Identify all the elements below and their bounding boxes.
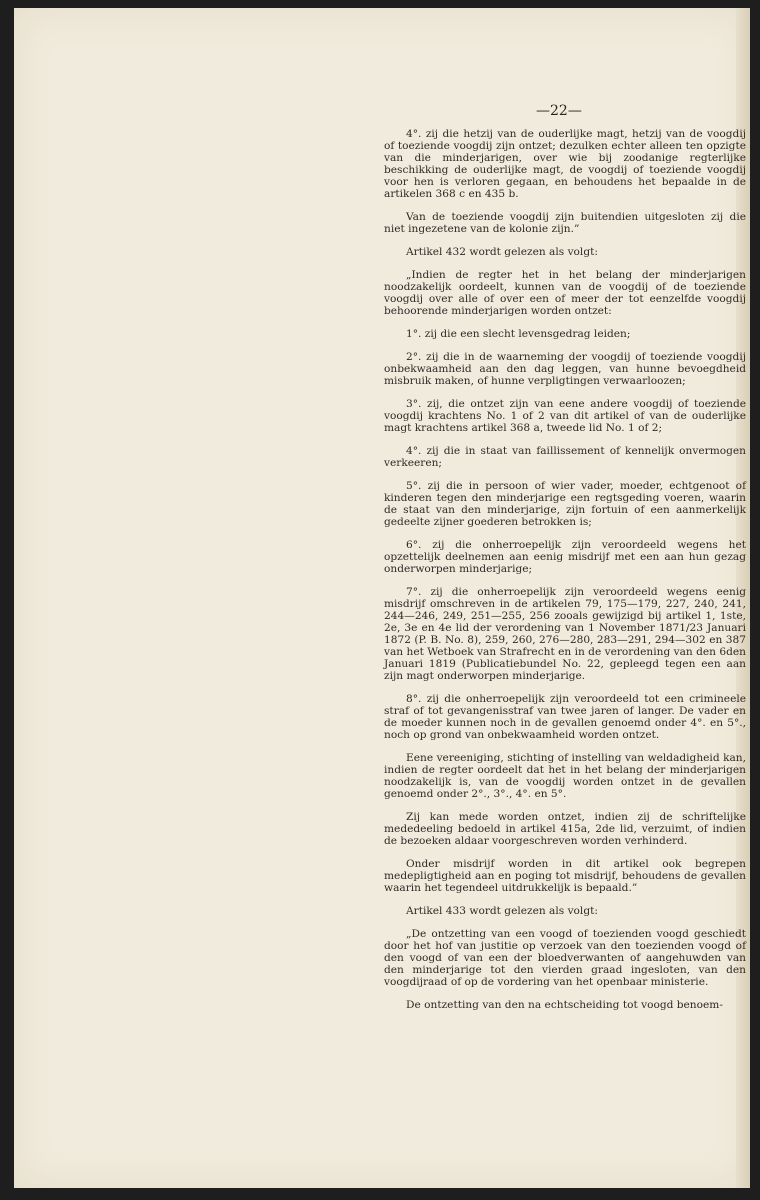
- paragraph-art431-4: 4°. zij die hetzij van de ouderlijke magt, hetzij van de voogdij of toeziende voogdij zijn ontzet; dezulken echter alleen ten opzigte van die minderjarigen, over wie bij zoodanige regterlijke beschikking de ouderlijke magt, de voogdij of toeziende voogdij voor hen is verloren gegaan, en behoudens het bepaalde in de artikelen 368 c en 435 b.: [384, 128, 746, 200]
- paragraph-exclusion: Van de toeziende voogdij zijn buitendien uitgesloten zij die niet ingezetene van de kolonie zijn.”: [384, 211, 746, 235]
- paragraph-art432-heading: Artikel 432 wordt gelezen als volgt:: [406, 246, 598, 258]
- document-page: [14, 8, 750, 1188]
- paragraph-item-6: 6°. zij die onherroepelijk zijn veroordeeld wegens het opzettelijk deelnemen aan eenig misdrijf met een aan hun gezag onderworpen minderjarige;: [384, 539, 746, 575]
- paragraph-item-5: 5°. zij die in persoon of wier vader, moeder, echtgenoot of kinderen tegen den minderjarige een regtsgeding voeren, waarin de staat van den minderjarige, zijn fortuin of een aanmerkelijk gedeelte zijner goederen betrokken is;: [384, 480, 746, 528]
- paragraph-art433-text: „De ontzetting van een voogd of toezienden voogd geschiedt door het hof van justitie op verzoek van den toezienden voogd of den voogd of van een der bloedverwanten of aangehuwden van den minderjarige tot den vierden graad ingesloten, van den voogdijraad of op de vordering van het openbaar ministerie.: [384, 928, 746, 988]
- paragraph-item-1: 1°. zij die een slecht levensgedrag leiden;: [406, 328, 631, 340]
- page-number: —22—: [536, 103, 582, 119]
- paragraph-mededeeling: Zij kan mede worden ontzet, indien zij de schriftelijke mededeeling bedoeld in artikel 415a, 2de lid, verzuimt, of indien de bezoeken aldaar voorgeschreven worden verhinderd.: [384, 811, 746, 847]
- paragraph-art432-intro: „Indien de regter het in het belang der minderjarigen noodzakelijk oordeelt, kunnen van de voogdij of de toeziende voogdij over alle of over een of meer der tot eenzelfde voogdij behoorende minderjarigen worden ontzet:: [384, 269, 746, 317]
- paragraph-continuation: De ontzetting van den na echtscheiding tot voogd benoem-: [406, 999, 723, 1011]
- paragraph-item-8: 8°. zij die onherroepelijk zijn veroordeeld tot een crimineele straf of tot gevangenisstraf van twee jaren of langer. De vader en de moeder kunnen noch in de gevallen genoemd onder 4°. en 5°., noch op grond van onbekwaamheid worden ontzet.: [384, 693, 746, 741]
- paragraph-item-7: 7°. zij die onherroepelijk zijn veroordeeld wegens eenig misdrijf omschreven in de artikelen 79, 175—179, 227, 240, 241, 244—246, 249, 251—255, 256 zooals gewijzigd bij artikel 1, 1ste, 2e, 3e en 4e lid der verordening van 1 November 1871/23 Januari 1872 (P. B. No. 8), 259, 260, 276—280, 283—291, 294—302 en 387 van het Wetboek van Strafrecht en in de verordening van den 6den Januari 1819 (Publicatiebundel No. 22, gepleegd tegen een aan zijn magt onderworpen minderjarige.: [384, 586, 746, 682]
- paragraph-art433-heading: Artikel 433 wordt gelezen als volgt:: [406, 905, 598, 917]
- paragraph-item-4: 4°. zij die in staat van faillissement of kennelijk onvermogen verkeeren;: [384, 445, 746, 469]
- paragraph-vereeniging: Eene vereeniging, stichting of instelling van weldadigheid kan, indien de regter oordeelt dat het in het belang der minderjarigen noodzakelijk is, van de voogdij worden ontzet in de gevallen genoemd onder 2°., 3°., 4°. en 5°.: [384, 752, 746, 800]
- paragraph-item-3: 3°. zij, die ontzet zijn van eene andere voogdij of toeziende voogdij krachtens No. 1 of 2 van dit artikel of van de ouderlijke magt krachtens artikel 368 a, tweede lid No. 1 of 2;: [384, 398, 746, 434]
- paragraph-misdrijf: Onder misdrijf worden in dit artikel ook begrepen medepligtigheid aan en poging tot misdrijf, behoudens de gevallen waarin het tegendeel uitdrukkelijk is bepaald.”: [384, 858, 746, 894]
- paragraph-item-2: 2°. zij die in de waarneming der voogdij of toeziende voogdij onbekwaamheid aan den dag leggen, van hunne bevoegdheid misbruik maken, of hunne verpligtingen verwaarloozen;: [384, 351, 746, 387]
- body-text: [384, 128, 746, 1022]
